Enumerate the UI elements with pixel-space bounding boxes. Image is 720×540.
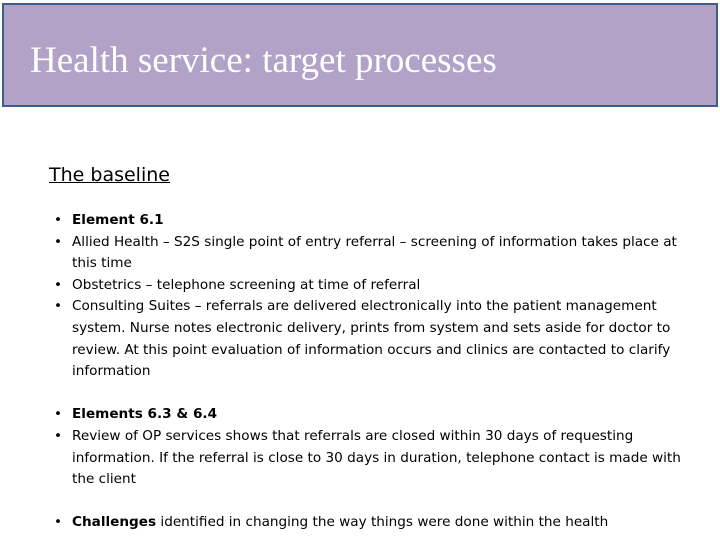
bullet-icon: •: [54, 406, 63, 423]
bullet-icon: •: [54, 212, 63, 228]
bullet-item: [54, 232, 694, 275]
bullet-text: Allied Health – S2S single point of entry referral – screening of information takes place at this time: [72, 233, 677, 272]
bullet-text: Review of OP services shows that referrals are closed within 30 days of requesting information. If the referral is close to 30 days in duration, telephone contact is made with the client: [72, 427, 681, 488]
bullet-item: [54, 426, 694, 491]
bullet-text: identified in changing the way things were done within the health: [156, 514, 609, 531]
bullet-item: [54, 210, 694, 232]
bullet-icon: •: [54, 276, 63, 293]
slide-title: Health service: target processes: [30, 40, 497, 81]
section-heading: The baseline: [49, 164, 170, 186]
bullet-text: Consulting Suites – referrals are delivered electronically into the patient management system. Nurse notes electronic delivery, prints from system and sets aside for doctor to review. At this point evaluation of information occurs and clinics are contacted to clarify information: [72, 298, 671, 380]
bullet-icon: •: [54, 514, 63, 531]
bullet-item: [54, 512, 694, 534]
bullet-text: Obstetrics – telephone screening at time of referral: [72, 276, 421, 293]
bullet-icon: •: [54, 298, 63, 315]
title-bar: [2, 3, 718, 107]
bullet-item: [54, 296, 694, 382]
bullet-item: [54, 404, 694, 426]
bullet-icon: •: [54, 427, 63, 444]
bullet-list: [54, 210, 694, 534]
bullet-icon: •: [54, 233, 63, 250]
bullet-item: [54, 275, 694, 297]
bullet-bold-text: Elements 6.3 & 6.4: [72, 406, 218, 423]
bullet-bold-text: Element 6.1: [72, 212, 164, 228]
bullet-bold-text: Challenges: [72, 514, 157, 531]
